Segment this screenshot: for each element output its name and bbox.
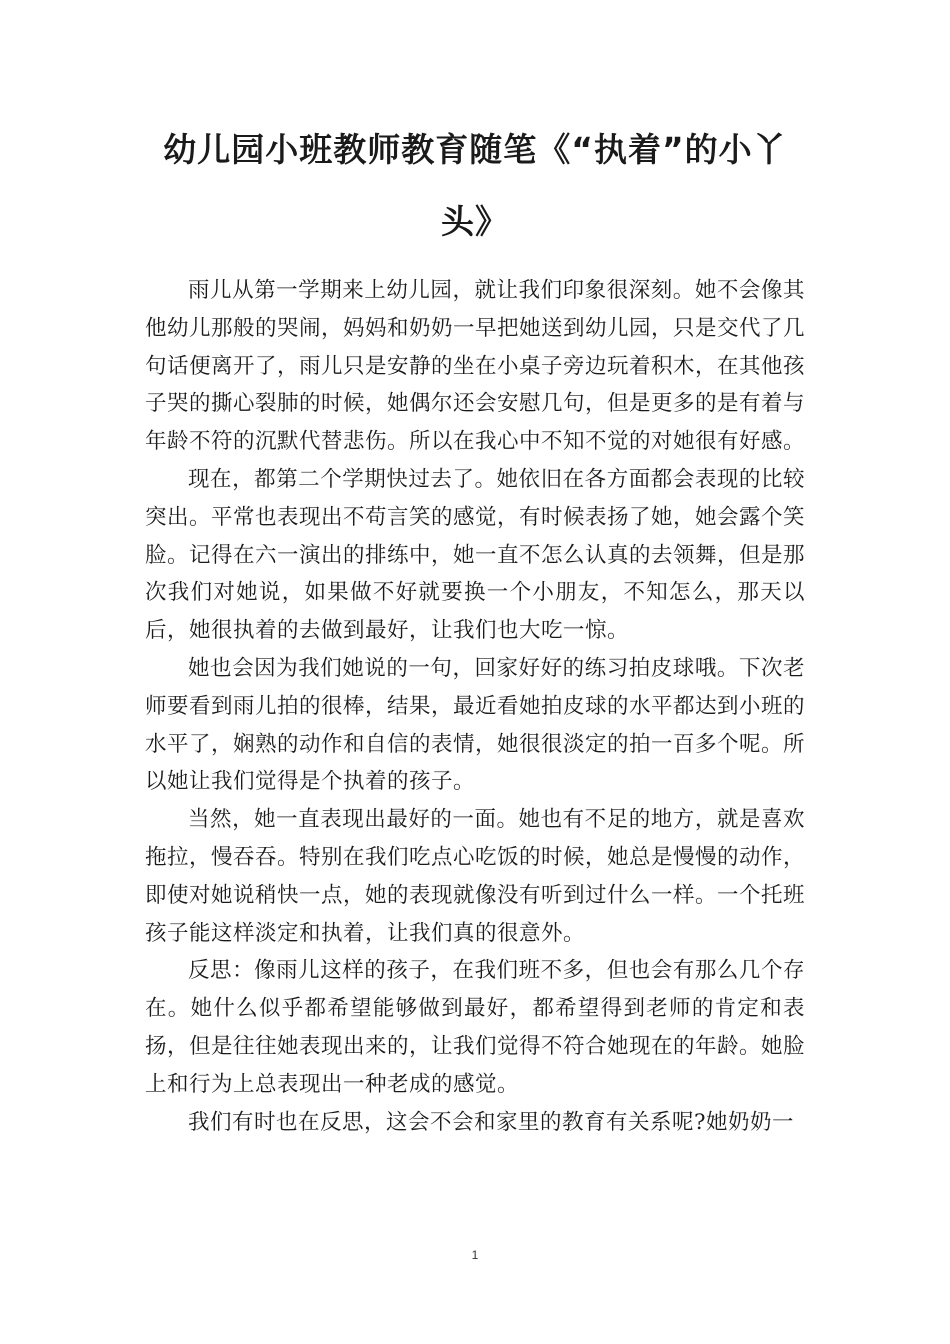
paragraph-5: 反思：像雨儿这样的孩子，在我们班不多，但也会有那么几个存在。她什么似乎都希望能够做到最好，都希望得到老师的肯定和表扬，但是往往她表现出来的，让我们觉得不符合她现在的年龄。她脸上和行为上总表现出一种老成的感觉。 (145, 958, 806, 1097)
document-title-line-1: 幼儿园小班教师教育随笔《“执着”的小丫 (163, 130, 787, 169)
paragraph-3: 她也会因为我们她说的一句，回家好好的练习拍皮球哦。下次老师要看到雨儿拍的很棒，结果，最近看她拍皮球的水平都达到小班的水平了，娴熟的动作和自信的表情，她很很淡定的拍一百多个呢。所以她让我们觉得是个执着的孩子。 (145, 655, 806, 795)
paragraph-4: 当然，她一直表现出最好的一面。她也有不足的地方，就是喜欢拖拉，慢吞吞。特别在我们吃点心吃饭的时候，她总是慢慢的动作，即使对她说稍快一点，她的表现就像没有听到过什么一样。一个托班孩子能这样淡定和执着，让我们真的很意外。 (145, 807, 806, 946)
page-number: 1 (471, 1248, 479, 1262)
paragraph-1: 雨儿从第一学期来上幼儿园，就让我们印象很深刻。她不会像其他幼儿那般的哭闹，妈妈和奶奶一早把她送到幼儿园，只是交代了几句话便离开了，雨儿只是安静的坐在小桌子旁边玩着积木，在其他孩子哭的撕心裂肺的时候，她偶尔还会安慰几句，但是更多的是有着与年龄不符的沉默代替悲伤。所以在我心中不知不觉的对她很有好感。 (145, 278, 806, 455)
paragraph-2: 现在，都第二个学期快过去了。她依旧在各方面都会表现的比较突出。平常也表现出不苟言笑的感觉，有时候表扬了她，她会露个笑脸。记得在六一演出的排练中，她一直不怎么认真的去领舞，但是那次我们对她说，如果做不好就要换一个小朋友，不知怎么，那天以后，她很执着的去做到最好，让我们也大吃一惊。 (145, 466, 806, 644)
paragraph-6: 我们有时也在反思，这会不会和家里的教育有关系呢?她奶奶一 (188, 1109, 795, 1135)
document-body (145, 272, 805, 1141)
document-title-line-2: 头》 (441, 202, 509, 241)
